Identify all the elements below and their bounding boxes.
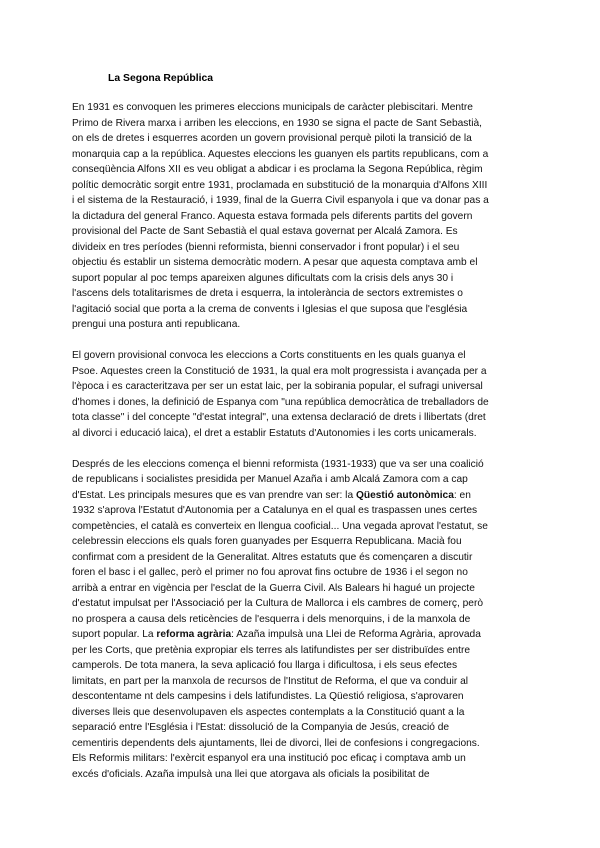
text-line: diverses lleis que desenvolupaven els aspectes contemplats a la Constitució quant a la	[72, 706, 465, 718]
document-title: La Segona República	[108, 73, 214, 84]
text-line: Els Reformis militars: l'exèrcit espanyol era una institució poc eficaç i comptava amb un	[72, 753, 466, 764]
text-line: suport popular. La reforma agrària: Azaña impulsà una Llei de Reforma Agrària, aprovada	[72, 629, 481, 640]
text-line: al divorci i educació laica), el dret a establir Estatuts d'Autonomies i les corts unicamerals.	[72, 427, 477, 439]
text-line: prengui una postura anti republicana.	[72, 319, 241, 330]
text-line: camperols. De tota manera, la seva aplicació fou llarga i dificultosa, i els seus efectes	[72, 660, 458, 671]
text-line: descontentame nt dels campesins i dels latifundistes. La Qüestió religiosa, s'aprovaren	[72, 691, 464, 702]
text-line: l'ascens dels totalitarismes de dreta i esquerra, la intolerància de sectors extremistes o	[72, 288, 463, 299]
text-line: polític democràtic sorgit entre 1931, proclamada en substitució de la monarquia d'Alfons XIII	[72, 179, 488, 191]
text-line: objectiu és establir un sistema democràtic modern. A pesar que aquesta comptava amb el	[72, 257, 478, 268]
text-line: l'època i es caracteritzava per ser un estat laic, per la sobirania popular, el sufragi universal	[72, 381, 483, 392]
text-line: confirmat com a president de la Generalitat. Altres estatuts que és començaren a discutir	[72, 551, 473, 563]
text-line: Psoe. Aquestes creen la Constitució de 1931, la qual era molt progressista i avançada per a	[72, 365, 487, 377]
text-line: d'estatut impulsat per l'Associació per la Cultura de Mallorca i els cambres de comerç, però	[72, 598, 484, 609]
text-line: celebressin eleccions els quals foren guanyades per Esquerra Republicana. Macià fou	[72, 536, 462, 547]
text-line: suport popular al poc temps apareixen algunes dificultats com la crisis dels anys 30 i	[72, 272, 454, 284]
text-line: d'homes i dones, la definició de Espanya com "una república democràtica de treballadors de	[72, 396, 489, 408]
text-line: la dictadura del general Franco. Aquesta estava formada pels diferents partits del govern	[72, 210, 473, 222]
document-body	[72, 100, 530, 798]
paragraph	[72, 348, 530, 441]
text-line: competències, el català es converteix en llengua cooficial... Una vegada aprovat l'estatut, se	[72, 520, 488, 532]
text-line: 1932 s'aprova l'Estatut d'Autonomia per a Catalunya en el qual es traspassen unes certes	[72, 505, 478, 516]
text-line: divideix en tres períodes (bienni reformista, bienni conservador i front popular) i el seu	[72, 241, 460, 253]
text-line: monarquia cap a la república. Aquestes eleccions les guanyen els partits republicans, com a	[72, 148, 489, 160]
bold-term: Qüestió autonòmica	[355, 489, 454, 501]
text-line: conseqüència Alfons XII es veu obligat a abdicar i es proclama la Segona República, règim	[72, 164, 483, 175]
text-line: d'Estat. Les principals mesures que es van prendre van ser: la Qüestió autonòmica: en	[72, 489, 471, 501]
text-line: Primo de Rivera marxa i arriben les eleccions, en 1930 se signa el pacte de Sant Sebastià,	[72, 117, 482, 129]
text-line: per les Corts, que pretènia expropiar els terres als latifundistes per ser distribuïdes entre	[72, 644, 471, 656]
text-line: El govern provisional convoca les eleccions a Corts constituents en les quals guanya el	[72, 350, 466, 361]
text-line: foren el basc i el gallec, però el primer no fou aprovat fins octubre de 1936 i el segon no	[72, 567, 468, 578]
text-line: provisional del Pacte de Sant Sebastià el qual estava governat per Alcalá Zamora. Es	[72, 226, 458, 237]
paragraph	[72, 100, 530, 333]
text-line: excés d'oficials. Azaña impulsà una llei que atorgava als oficials la posibilitat de	[72, 768, 430, 780]
text-line: tota classe" i del concepte "d'estat integral", una extensa declaració de drets i llibertats (dret	[72, 412, 486, 423]
text-line: arribà a entrar en vigència per l'esclat de la Guerra Civil. Als Balears hi hagué un projecte	[72, 582, 475, 594]
text-line: limitats, en part per la manxola de recursos de l'Institut de Reforma, el que va conduir al	[72, 675, 469, 687]
text-line: separació entre l'Església i l'Estat: dissolució de la Companyia de Jesús, creació de	[72, 722, 450, 733]
text-line: de republicans i socialistes presidida per Manuel Azaña i amb Alcalá Zamora com a cap	[72, 474, 468, 485]
paragraph	[72, 457, 530, 783]
bold-term: reforma agrària	[156, 629, 232, 640]
text-line: l'agitació social que porta a la crema de convents i Iglesias el que suposa que l'església	[72, 303, 468, 315]
text-line: i el sistema de la Restauració, i 1939, final de la Guerra Civil espanyola i que va donar pas a	[72, 195, 489, 206]
text-line: Després de les eleccions comença el bienni reformista (1931-1933) que va ser una coalició	[72, 458, 484, 470]
text-line: En 1931 es convoquen les primeres eleccions municipals de caràcter plebiscitari. Mentre	[72, 102, 473, 113]
text-line: cementiris dependents dels ajuntaments, llei de divorci, llei de confesions i congregacions.	[72, 737, 480, 749]
text-line: on els de dretes i esquerres acorden un govern provisional perquè piloti la transició de la	[72, 133, 472, 144]
text-line: no prospera a causa dels reticències de l'esquerra i dels menorquins, i de la manxola de	[72, 613, 471, 625]
